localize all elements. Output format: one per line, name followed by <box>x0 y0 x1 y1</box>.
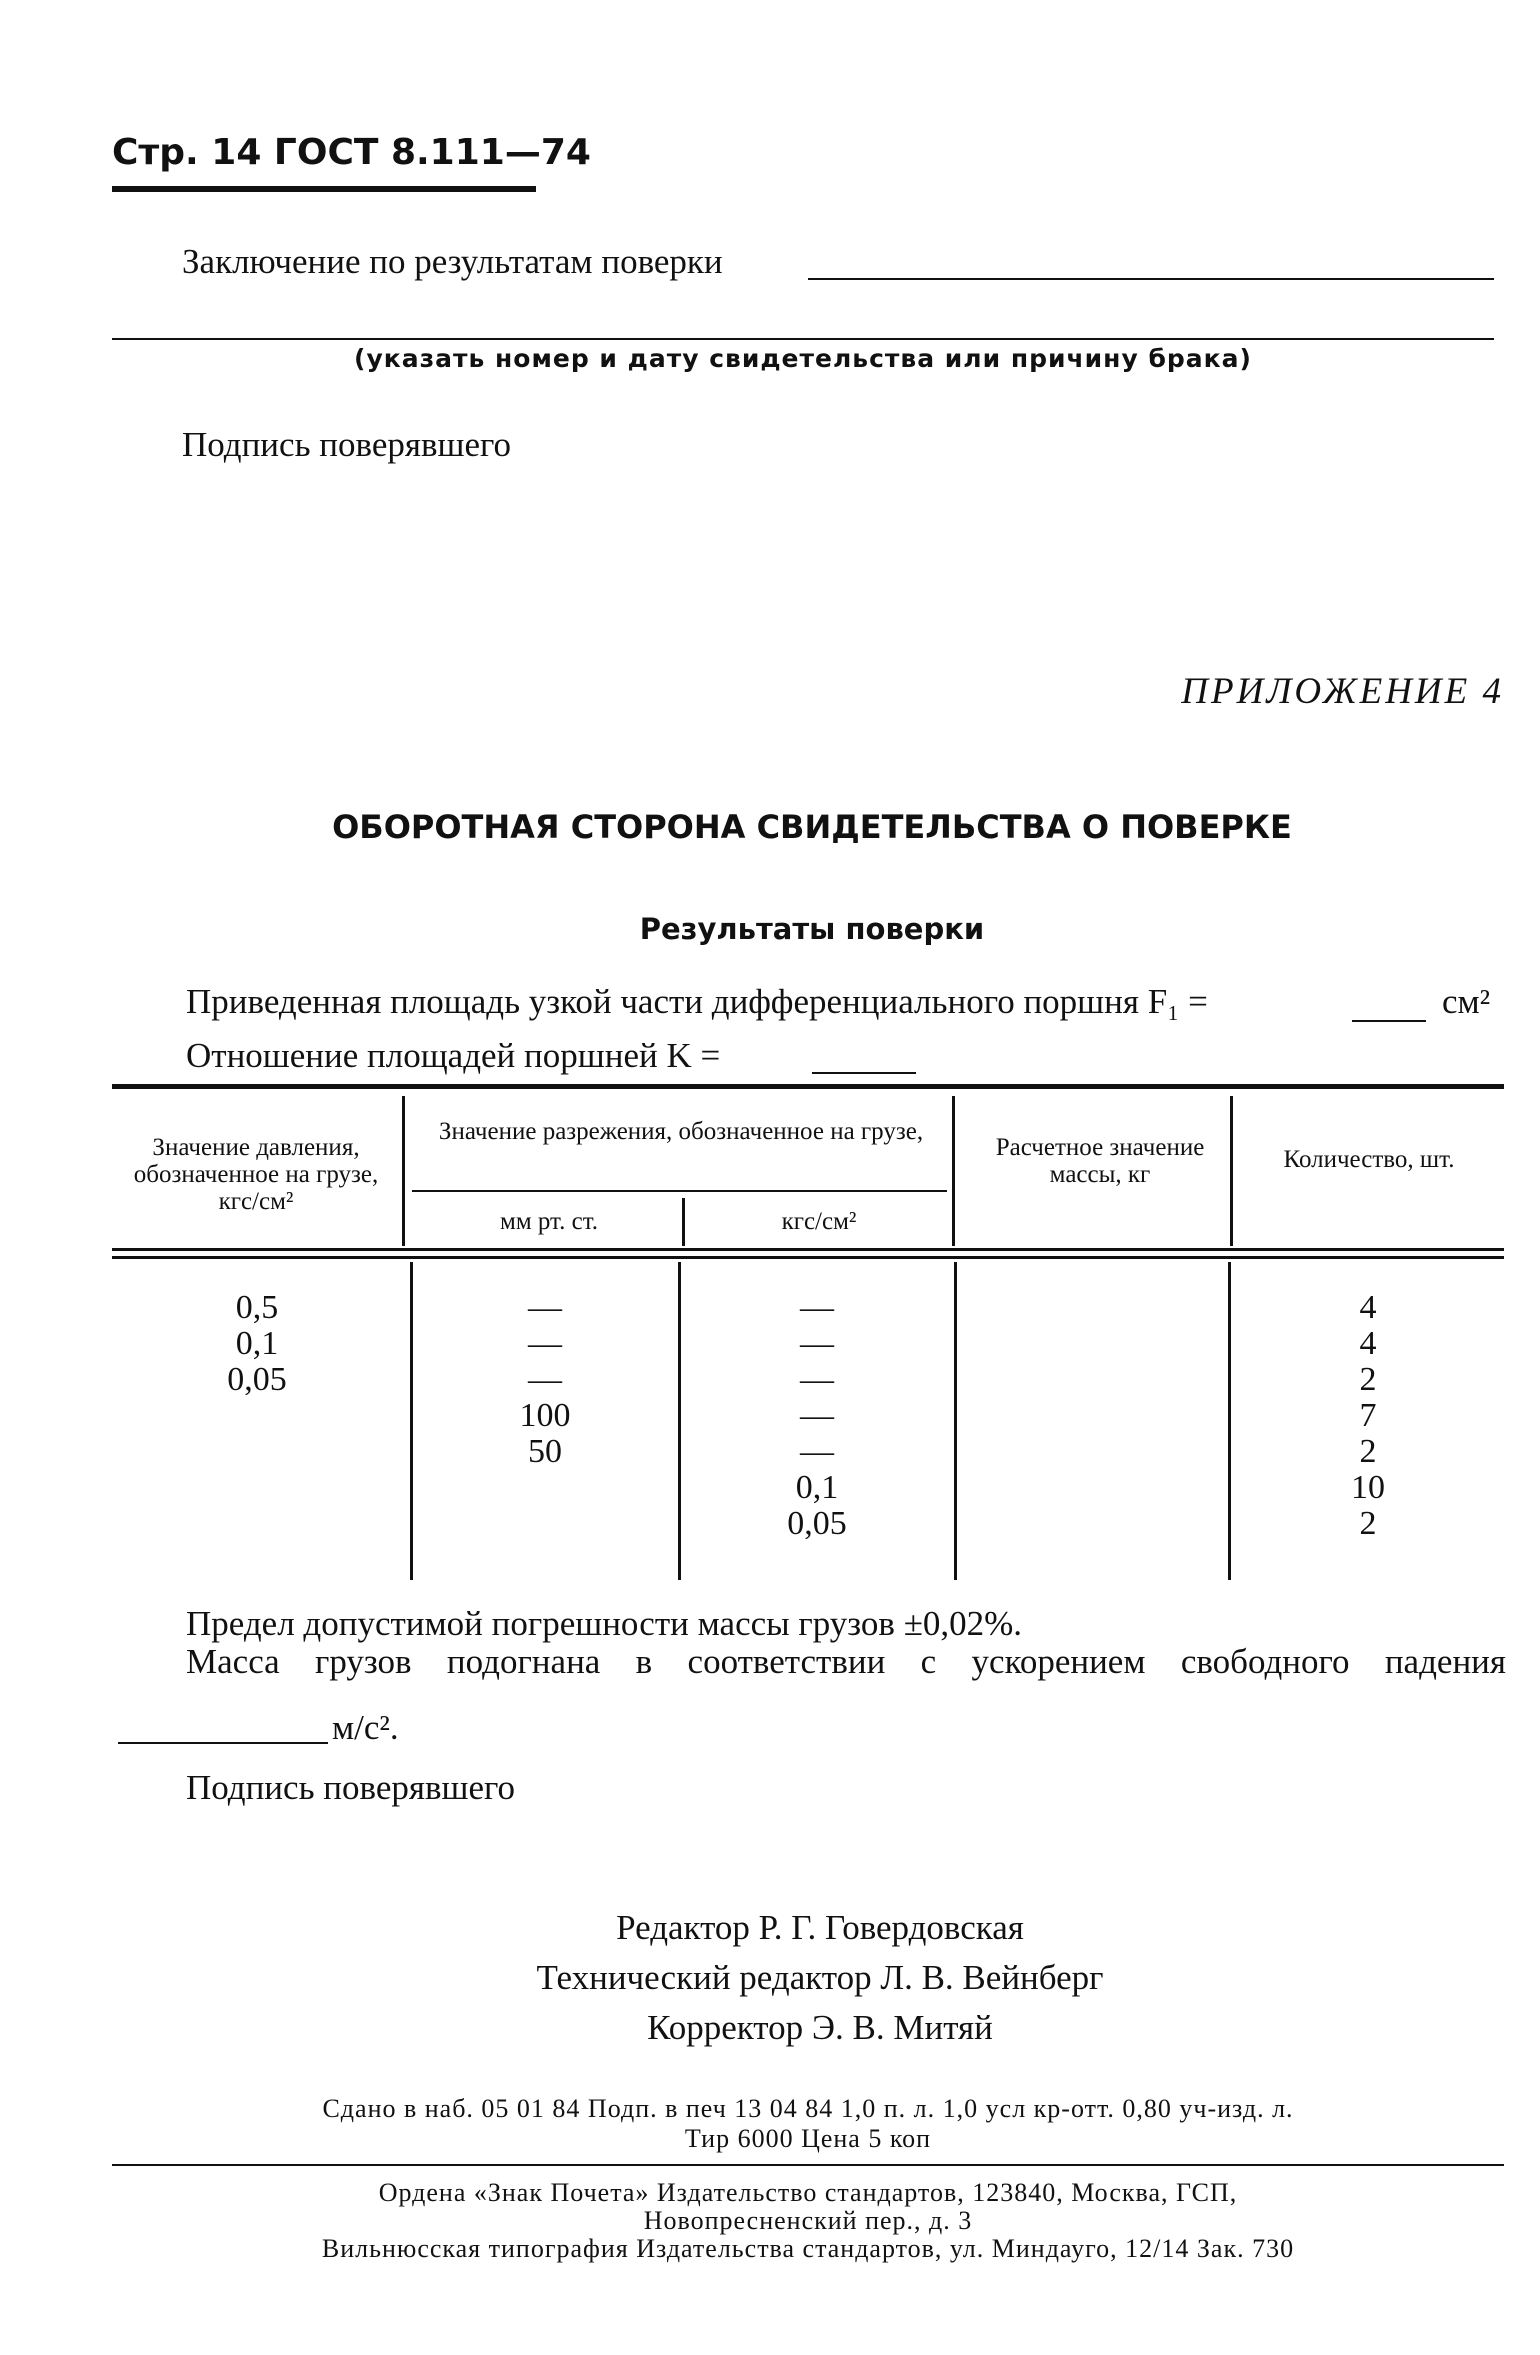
col-pressure-values <box>112 1290 402 1398</box>
table-cell: — <box>800 1397 834 1434</box>
imprint-line-5: Вильнюсская типография Издательства стандартов, ул. Миндауго, 12/14 Зак. 730 <box>321 2234 1295 2263</box>
col-header-pressure: Значение давления, обозначенное на грузе, кгс/см² <box>133 1134 379 1215</box>
page-header: Стр. 14 ГОСТ 8.111—74 <box>112 132 591 173</box>
col-header-qty: Количество, шт. <box>1283 1146 1455 1173</box>
area-fill-line <box>1352 1020 1426 1022</box>
table-cell: 10 <box>1351 1469 1385 1506</box>
tolerance-note: Предел допустимой погрешности массы грузов ±0,02%. <box>186 1604 1023 1643</box>
table-vline-4-head <box>1230 1096 1233 1246</box>
imprint-rule <box>112 2164 1504 2166</box>
table-vline-3-head <box>952 1096 955 1246</box>
col-header-mmhg: мм рт. ст. <box>500 1208 598 1235</box>
table-cell: 2 <box>1359 1433 1377 1470</box>
col-header-vacuum: Значение разрежения, обозначенное на грузе, <box>438 1118 924 1145</box>
table-cell: 2 <box>1359 1361 1377 1398</box>
table-cell: 0,5 <box>235 1289 279 1326</box>
conclusion-second-line <box>112 338 1494 340</box>
area-line: Приведенная площадь узкой части дифференциального поршня F₁ = <box>186 982 1208 1021</box>
imprint-line-1: Сдано в наб. 05 01 84 Подп. в печ 13 04 84 1,0 п. л. 1,0 усл кр-отт. 0,80 уч-изд. л. <box>322 2094 1294 2123</box>
table-cell: 0,1 <box>235 1325 279 1362</box>
col-header-kgf: кгс/см² <box>781 1208 857 1235</box>
mass-fit-note: Масса грузов подогнана в соответствии с ускорением свободного падения <box>186 1642 1506 1681</box>
imprint-line-4: Новопресненский пер., д. 3 <box>643 2206 973 2235</box>
conclusion-label: Заключение по результатам поверки <box>182 242 723 281</box>
imprint-line-2: Тир 6000 Цена 5 коп <box>684 2124 932 2153</box>
header-rule <box>112 186 536 192</box>
table-cell: 0,1 <box>795 1469 839 1506</box>
table-cell: — <box>528 1361 562 1398</box>
credit-editor: Редактор Р. Г. Говердовская <box>616 1908 1024 1947</box>
table-vline-4-body <box>1228 1262 1231 1580</box>
table-cell: 0,05 <box>227 1361 287 1398</box>
credit-proofreader: Корректор Э. В. Митяй <box>647 2008 993 2047</box>
table-cell: — <box>528 1325 562 1362</box>
imprint-line-3: Ордена «Знак Почета» Издательство стандартов, 123840, Москва, ГСП, <box>378 2178 1238 2207</box>
table-cell: 2 <box>1359 1505 1377 1542</box>
col-mmhg-values <box>412 1290 678 1470</box>
table-vline-2-head <box>682 1198 685 1246</box>
table-cell: 50 <box>528 1433 562 1470</box>
table-cell: — <box>800 1289 834 1326</box>
table-header-rule-2 <box>112 1256 1504 1259</box>
appendix-title: ОБОРОТНАЯ СТОРОНА СВИДЕТЕЛЬСТВА О ПОВЕРКЕ <box>332 808 1292 846</box>
signature-label-bottom: Подпись поверявшего <box>186 1768 515 1807</box>
table-cell: 4 <box>1359 1325 1377 1362</box>
table-vline-1-head <box>402 1096 405 1246</box>
ratio-fill-line <box>812 1072 916 1074</box>
col-header-mass: Расчетное значение массы, кг <box>995 1134 1205 1188</box>
mass-unit: м/с². <box>332 1708 399 1747</box>
ratio-line: Отношение площадей поршней K = <box>186 1036 721 1075</box>
col-qty-values <box>1232 1290 1504 1542</box>
table-cell: 7 <box>1359 1397 1377 1434</box>
table-cell: — <box>528 1289 562 1326</box>
conclusion-hint: (указать номер и дату свидетельства или причину брака) <box>354 344 1252 373</box>
col-kgf-values <box>682 1290 952 1542</box>
table-cell: 4 <box>1359 1289 1377 1326</box>
appendix-label: ПРИЛОЖЕНИЕ 4 <box>1181 671 1504 712</box>
table-cell: — <box>800 1433 834 1470</box>
table-cell: — <box>800 1325 834 1362</box>
conclusion-fill-line <box>808 278 1494 280</box>
table-header-rule-1 <box>112 1248 1504 1251</box>
appendix-subtitle: Результаты поверки <box>639 912 985 946</box>
table-subheader-rule <box>412 1190 947 1192</box>
table-vline-3-body <box>954 1262 957 1580</box>
table-vline-2-body <box>678 1262 681 1580</box>
table-top-rule <box>112 1084 1504 1089</box>
signature-label-top: Подпись поверявшего <box>182 425 511 464</box>
credit-tech-editor: Технический редактор Л. В. Вейнберг <box>536 1958 1104 1997</box>
table-cell: — <box>800 1361 834 1398</box>
area-unit: см² <box>1442 982 1491 1021</box>
table-cell: 0,05 <box>787 1505 847 1542</box>
mass-fill-line <box>118 1742 328 1744</box>
table-cell: 100 <box>519 1397 571 1434</box>
